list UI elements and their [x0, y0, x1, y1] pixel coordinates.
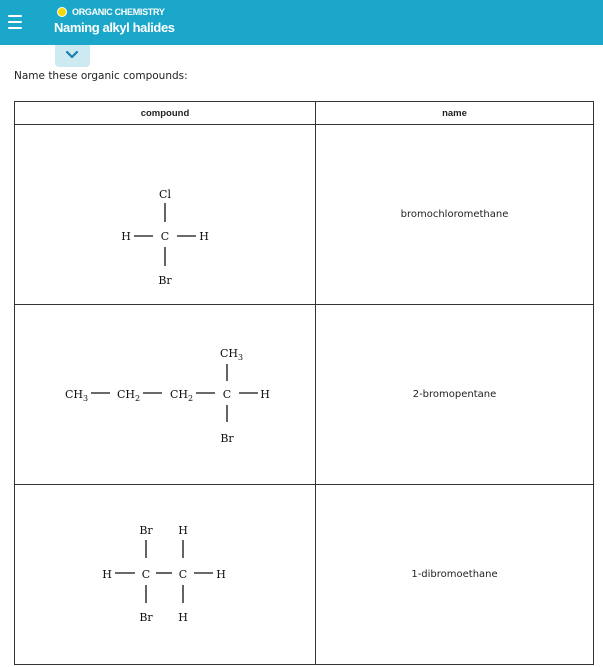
expand-button[interactable]	[55, 45, 90, 67]
compound-name: 1-dibromoethane	[316, 485, 594, 665]
table-row	[15, 125, 594, 305]
atom-label: Br	[139, 524, 153, 537]
atom-label: H	[216, 568, 226, 581]
column-header-compound: compound	[15, 102, 316, 125]
atom-label: H	[102, 568, 112, 581]
atom-label: $CH_2$	[170, 388, 194, 403]
page-title: Naming alkyl halides	[54, 20, 175, 35]
atom-label: H	[121, 230, 131, 243]
app-header	[0, 0, 603, 45]
column-header-name: name	[316, 102, 594, 125]
subject-text: ORGANIC CHEMISTRY	[72, 7, 165, 17]
atom-label: Br	[139, 611, 153, 624]
atom-label: $CH_3$	[65, 388, 89, 403]
table-row	[15, 485, 594, 665]
chevron-down-icon	[65, 50, 79, 60]
table-row	[15, 305, 594, 485]
atom-label: Cl	[159, 188, 171, 201]
atom-label: C	[178, 568, 188, 581]
atom-label: Br	[220, 432, 234, 445]
atom-label: C	[141, 568, 151, 581]
instructions-text: Name these organic compounds:	[14, 70, 188, 82]
structure-1-dibromoethane	[15, 485, 315, 664]
compound-cell	[15, 125, 316, 305]
compound-cell	[15, 305, 316, 485]
atom-label: $CH_3$	[220, 347, 244, 362]
structure-2-bromopentane	[15, 305, 315, 484]
structure-bromochloromethane	[15, 125, 315, 304]
hamburger-menu-icon[interactable]	[8, 15, 22, 29]
compound-name: 2-bromopentane	[316, 305, 594, 485]
table-header-row	[15, 102, 594, 125]
atom-label: H	[260, 388, 270, 401]
subject-label	[57, 6, 165, 18]
atom-label: $CH_2$	[117, 388, 141, 403]
compound-name: bromochloromethane	[316, 125, 594, 305]
atom-label: Br	[158, 274, 172, 287]
status-dot-icon	[57, 7, 67, 17]
atom-label: H	[178, 611, 188, 624]
compounds-table	[14, 101, 594, 665]
atom-label: H	[199, 230, 209, 243]
atom-label: C	[160, 230, 170, 243]
atom-label: H	[178, 524, 188, 537]
compound-cell	[15, 485, 316, 665]
atom-label: C	[222, 388, 232, 401]
